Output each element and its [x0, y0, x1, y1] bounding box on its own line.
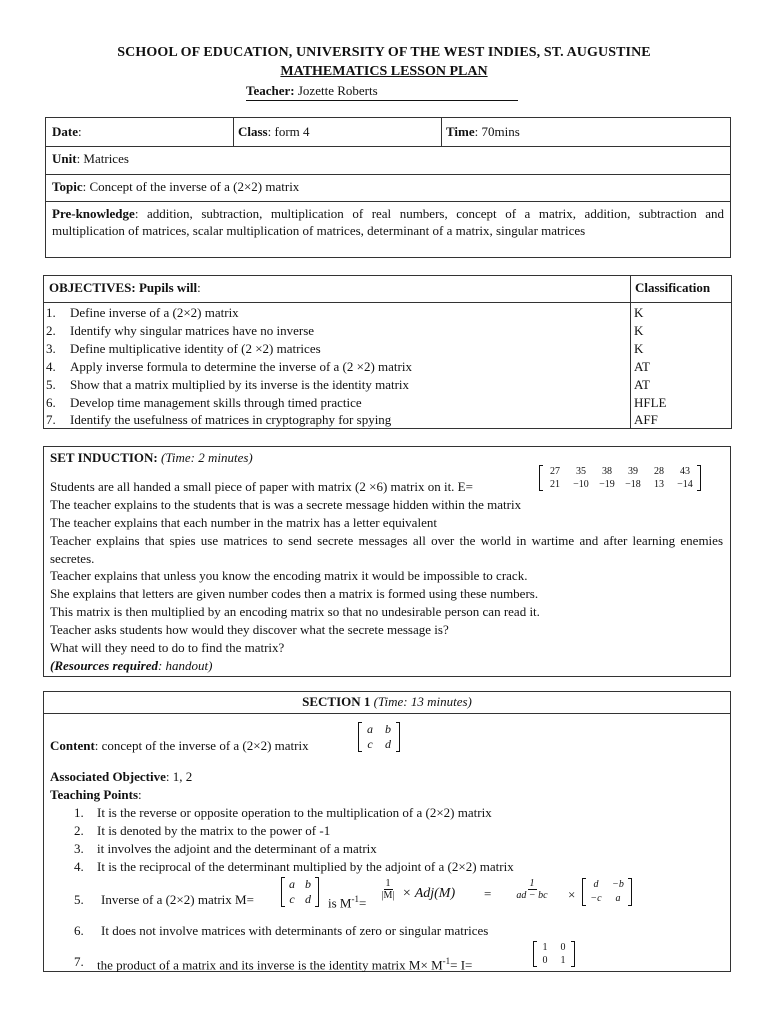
objective-number: 4. [46, 358, 56, 374]
info-table [45, 117, 731, 258]
matrix-entry: 39 [628, 466, 638, 477]
teaching-point-number: 4. [74, 858, 84, 874]
matrix-entry: 1 [560, 955, 566, 966]
set-induction-line3: The teacher explains that each number in the matrix has a letter equivalent [50, 515, 437, 530]
unit-value: : Matrices [76, 151, 129, 166]
objectives-heading [45, 277, 205, 299]
objective-number: 2. [46, 322, 56, 338]
matrix-entry: a [289, 877, 295, 891]
adjoint-expression: × Adj(M) [402, 886, 456, 901]
unit-cell [48, 148, 133, 170]
identity-equals: = I= [450, 957, 473, 973]
objective-classification: K [634, 305, 644, 320]
objective-row [44, 358, 731, 376]
time-cell [442, 121, 524, 143]
institution-heading: SCHOOL OF EDUCATION, UNIVERSITY OF THE WEST INDIES, ST. AUGUSTINE [117, 45, 651, 60]
class-value: : form 4 [267, 124, 310, 139]
time-value: : 70mins [474, 124, 520, 139]
matrix-entry: d [385, 737, 391, 751]
section1-time: (Time: 13 minutes) [373, 694, 472, 709]
matrix-entry: 1 [542, 942, 548, 953]
objective-number: 6. [46, 394, 56, 410]
is-m-text: is M [328, 895, 352, 911]
set-induction-line1: Students are all handed a small piece of paper with matrix (2 ×6) matrix on it. E= [50, 479, 473, 494]
teaching-point-text: It is denoted by the matrix to the power of -1 [97, 822, 331, 838]
content-matrix [361, 722, 397, 752]
matrix-entry: a [367, 722, 373, 736]
matrix-entry: a [615, 893, 621, 904]
resources-value: : handout) [157, 658, 213, 673]
ad-bc-fraction [500, 878, 564, 901]
objective-number: 7. [46, 412, 56, 428]
objective-row [44, 394, 731, 412]
equals-sign-2: = [484, 886, 492, 901]
teaching-point-text: It is the reciprocal of the determinant multiplied by the adjoint of a (2×2) matrix [97, 858, 514, 874]
matrix-entry: 0 [560, 942, 566, 953]
objectives-list [44, 304, 731, 428]
objective-classification: AT [634, 376, 650, 392]
document-title: MATHEMATICS LESSON PLAN [280, 64, 488, 79]
date-cell [48, 121, 86, 143]
matrix-entry: c [289, 892, 295, 906]
topic-value: : Concept of the inverse of a (2×2) matrix [82, 179, 300, 194]
classification-heading: Classification [635, 280, 711, 295]
equals-sign: = [358, 895, 367, 911]
teacher-line [246, 82, 518, 101]
set-induction-line8: Teacher asks students how would they discover what the secrete message is? [50, 622, 449, 637]
objective-classification: K [634, 340, 644, 356]
adjoint-matrix [585, 878, 629, 906]
resources-label: (Resources required [50, 658, 158, 673]
set-induction-line2: The teacher explains to the students that is was a secrete message hidden within the matrix [50, 497, 522, 512]
fraction-numerator: 1 [385, 878, 391, 889]
matrix-entry: 35 [576, 466, 586, 477]
identity-matrix [536, 941, 572, 967]
set-induction-line9: What will they need to do to find the matrix? [50, 640, 285, 655]
matrix-entry: 0 [542, 955, 548, 966]
objective-text: Apply inverse formula to determine the inverse of a (2 ×2) matrix [70, 358, 412, 374]
teacher-label: Teacher: [246, 83, 295, 98]
objective-text: Identify why singular matrices have no inverse [70, 322, 315, 338]
resources-line [50, 657, 213, 675]
matrix-entry: d [305, 892, 311, 906]
encoded-matrix-e [542, 465, 698, 491]
set-induction-label: SET INDUCTION: [50, 450, 158, 465]
teaching-point-5-text: Inverse of a (2×2) matrix M= [101, 892, 254, 907]
teaching-point-number: 2. [74, 822, 84, 838]
objectives-label: OBJECTIVES: Pupils will [49, 280, 198, 295]
objective-number: 5. [46, 376, 56, 392]
matrix-entry: −18 [625, 479, 641, 490]
set-induction-title [50, 449, 253, 467]
section1-label: SECTION 1 [302, 694, 371, 709]
set-induction-time: (Time: 2 minutes) [161, 450, 253, 465]
teaching-points-colon: : [138, 787, 142, 802]
teacher-name: Jozette Roberts [294, 83, 378, 98]
matrix-entry: 21 [550, 479, 560, 490]
matrix-entry: −b [612, 879, 624, 890]
matrix-entry: 28 [654, 466, 664, 477]
matrix-entry: −10 [573, 479, 589, 490]
objective-text: Identify the usefulness of matrices in cryptography for spying [70, 412, 392, 428]
set-induction-line5: Teacher explains that unless you know the encoding matrix it would be impossible to crack. [50, 568, 528, 583]
matrix-entry: b [305, 877, 311, 891]
date-label: Date [52, 124, 78, 139]
teaching-points-label: Teaching Points [50, 787, 139, 802]
matrix-entry: d [593, 879, 599, 890]
fraction2-numerator: 1 [529, 878, 535, 889]
content-line [50, 737, 309, 755]
objective-classification: AFF [634, 412, 658, 428]
objective-row [44, 340, 731, 358]
product-text: the product of a matrix and its inverse is the identity matrix M× M [97, 957, 443, 973]
inverse-superscript-7: -1 [442, 956, 451, 966]
matrix-entry: 27 [550, 466, 560, 477]
preknowledge-label: Pre-knowledge [52, 206, 135, 221]
teaching-point-6-text: It does not involve matrices with determinants of zero or singular matrices [101, 923, 489, 938]
topic-cell [48, 176, 303, 198]
objective-number: 3. [46, 340, 56, 356]
class-label: Class [238, 124, 268, 139]
objective-row [44, 304, 731, 322]
teaching-point-5-number: 5. [74, 892, 84, 907]
set-induction-line6: She explains that letters are given number codes then a matrix is formed using these numbers. [50, 586, 539, 601]
objective-classification: HFLE [634, 394, 667, 410]
objective-classification: K [634, 322, 644, 338]
objective-text: Develop time management skills through timed practice [70, 394, 362, 410]
inverse-superscript: -1 [351, 894, 359, 904]
teaching-point-number: 1. [74, 805, 84, 820]
matrix-entry: −14 [677, 479, 693, 490]
teaching-point-text: it involves the adjoint and the determinant of a matrix [97, 840, 377, 856]
objectives-colon: : [197, 280, 201, 295]
objective-row [44, 411, 731, 429]
preknowledge-value: : addition, subtraction, multiplication of real numbers, concept of a matrix, addition, subtraction and multiplication of matrices, scalar multiplication of matrices, determinant of a matrix, singular matrices [52, 206, 724, 238]
objectives-table [43, 275, 732, 429]
matrix-entry: c [367, 737, 373, 751]
matrix-entry: −19 [599, 479, 615, 490]
fraction2-denominator: ad − bc [516, 890, 548, 901]
fraction-denominator: |M| [381, 890, 395, 901]
preknowledge-cell [48, 203, 728, 241]
objective-row [44, 376, 731, 394]
set-induction-box [43, 446, 731, 677]
section1-box [43, 691, 731, 972]
objective-number: 1. [46, 305, 56, 320]
matrix-entry: 43 [680, 466, 690, 477]
objective-text: Show that a matrix multiplied by its inverse is the identity matrix [70, 376, 410, 392]
reciprocal-determinant-fraction [377, 878, 399, 901]
date-value: : [78, 124, 82, 139]
content-label: Content [50, 738, 95, 753]
teaching-point-5-is-m [328, 891, 366, 912]
unit-label: Unit [52, 151, 77, 166]
teaching-point-7-text [97, 953, 472, 974]
set-induction-line7: This matrix is then multiplied by an encoding matrix so that no undesirable person can read it. [50, 604, 540, 619]
time-label: Time [446, 124, 475, 139]
matrix-entry: 13 [654, 479, 664, 490]
section1-title [44, 693, 730, 711]
matrix-entry: 38 [602, 466, 612, 477]
associated-objective [50, 768, 192, 786]
objective-row [44, 322, 731, 340]
matrix-m [284, 877, 316, 907]
set-induction-line4: Teacher explains that spies use matrices to send secrete messages all over the world in wartime and after learning enemies secretes. [50, 533, 723, 566]
topic-label: Topic [52, 179, 83, 194]
teaching-point-text: It is the reverse or opposite operation to the multiplication of a (2×2) matrix [97, 805, 492, 820]
associated-objective-label: Associated Objective [50, 769, 166, 784]
objective-text: Define inverse of a (2×2) matrix [70, 305, 239, 320]
class-cell [234, 121, 314, 143]
matrix-entry: b [385, 722, 391, 736]
times-sign: × [568, 887, 576, 902]
associated-objective-value: : 1, 2 [165, 769, 193, 784]
content-value: : concept of the inverse of a (2×2) matrix [94, 738, 309, 753]
objective-text: Define multiplicative identity of (2 ×2) matrices [70, 340, 321, 356]
objective-classification: AT [634, 358, 650, 374]
matrix-entry: −c [590, 893, 602, 904]
teaching-point-number: 3. [74, 840, 84, 856]
teaching-points-heading [50, 786, 142, 804]
teaching-point-6-number: 6. [74, 923, 84, 938]
teaching-point-7-number: 7. [74, 954, 84, 969]
